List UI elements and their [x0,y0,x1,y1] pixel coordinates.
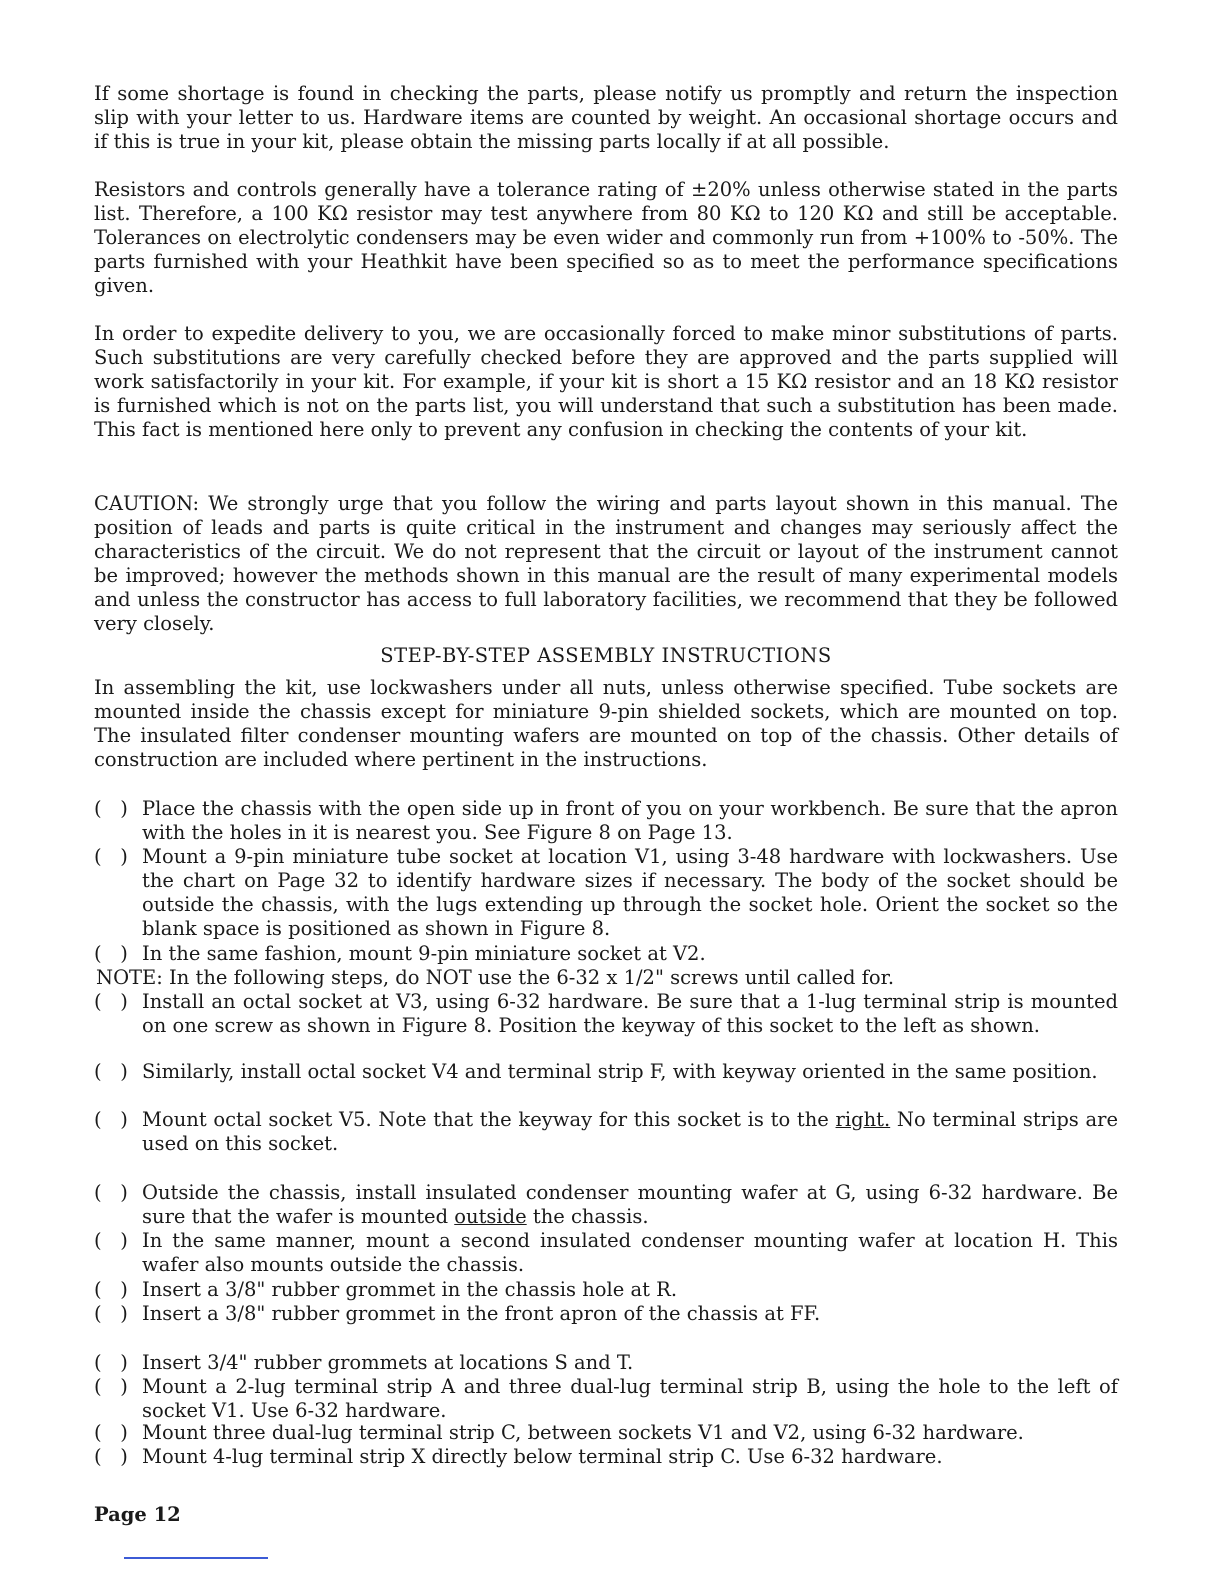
step-checkbox[interactable]: ( ) [94,942,128,965]
step-checkbox[interactable]: ( ) [94,1229,128,1252]
page-number: Page 12 [94,1503,181,1526]
step-text: Insert a 3/8" rubber grommet in the chassis hole at R. [142,1278,678,1301]
step-text: Insert a 3/8" rubber grommet in the front apron of the chassis at FF. [142,1302,821,1325]
step-checkbox[interactable]: ( ) [94,1375,128,1398]
step-text: Similarly, install octal socket V4 and terminal strip F, with keyway oriented in the same position. [142,1060,1098,1083]
step-text-part: the chassis. [526,1205,649,1228]
note-text: NOTE: In the following steps, do NOT use the 6-32 x 1/2" screws until called for. [96,966,895,989]
step-text: Mount a 9-pin miniature tube socket at location V1, using 3-48 hardware with lockwashers. Use the chart on Page 32 to identify hardware sizes if necessary. The body of the socket should be outside the chassis, with the lugs extending up through the socket hole. Orient the socket so the blank space is positioned as shown in Figure 8. [142,845,1118,940]
section-heading: STEP-BY-STEP ASSEMBLY INSTRUCTIONS [380,644,832,667]
step-text: Insert 3/4" rubber grommets at locations S and T. [142,1351,634,1374]
step-text-part: Be sure that the wafer is mounted [142,1181,1119,1228]
step-text-part: Mount octal socket V5. Note that the keyway for this socket is to the [142,1108,836,1131]
step-text: Place the chassis with the open side up in front of you on your workbench. Be sure that the apron with the holes in it is nearest you. See Figure 8 on Page 13. [142,797,1118,844]
step-checkbox[interactable]: ( ) [94,990,128,1013]
emphasis-right: right. [835,1108,891,1131]
step-checkbox[interactable]: ( ) [94,1181,128,1204]
step-text-part: Outside the chassis, install insulated condenser mounting wafer at G, using 6-32 hardware. [142,1181,1083,1204]
paragraph-intro: In assembling the kit, use lockwashers under all nuts, unless otherwise specified. Tube sockets are mounted inside the chassis except for miniature 9-pin shielded sockets, which are mounted on top. The insulated filter condenser mounting wafers are mounted on top of the chassis. Other details of construction are included where pertinent in the instructions. [94,676,1118,771]
step-checkbox[interactable]: ( ) [94,1278,128,1301]
step-checkbox[interactable]: ( ) [94,1108,128,1131]
paragraph-substitutions: In order to expedite delivery to you, we are occasionally forced to make minor substitutions of parts. Such substitutions are very carefully checked before they are approved and the parts supplied will work satisfactorily in your kit. For example, if your kit is short a 15 KΩ resistor and an 18 KΩ resistor is furnished which is not on the parts list, you will understand that such a substitution has been made. This fact is mentioned here only to prevent any confusion in checking the contents of your kit. [94,322,1118,441]
step-text [142,1108,1118,1156]
paragraph-tolerances: Resistors and controls generally have a tolerance rating of ±20% unless otherwise stated in the parts list. Therefore, a 100 KΩ resistor may test anywhere from 80 KΩ to 120 KΩ and still be acceptable. Tolerances on electrolytic condensers may be even wider and commonly run from +100% to -50%. The parts furnished with your Heathkit have been specified so as to meet the performance specifications given. [94,178,1118,297]
step-text: Mount 4-lug terminal strip X directly below terminal strip C. Use 6-32 hardware. [142,1445,943,1468]
step-text: Install an octal socket at V3, using 6-32 hardware. Be sure that a 1-lug terminal strip is mounted on one screw as shown in Figure 8. Position the keyway of this socket to the left as shown. [142,990,1118,1037]
paragraph-caution: CAUTION: We strongly urge that you follow the wiring and parts layout shown in this manual. The position of leads and parts is quite critical in the instrument and changes may seriously affect the characteristics of the circuit. We do not represent that the circuit or layout of the instrument cannot be improved; however the methods shown in this manual are the result of many experimental models and unless the constructor has access to full laboratory facilities, we recommend that they be followed very closely. [94,492,1118,635]
step-text-part: No terminal strips are used on this socket. [142,1108,1119,1155]
step-text: In the same fashion, mount 9-pin miniature socket at V2. [142,942,706,965]
step-text: Mount a 2-lug terminal strip A and three dual-lug terminal strip B, using the hole to the left of socket V1. Use 6-32 hardware. [142,1375,1118,1422]
step-checkbox[interactable]: ( ) [94,1302,128,1325]
step-text: Mount three dual-lug terminal strip C, between sockets V1 and V2, using 6-32 hardware. [142,1421,1024,1444]
step-checkbox[interactable]: ( ) [94,845,128,868]
step-checkbox[interactable]: ( ) [94,1445,128,1468]
step-text: In the same manner, mount a second insulated condenser mounting wafer at location H. This wafer also mounts outside the chassis. [142,1229,1118,1276]
step-text [142,1181,1118,1229]
paragraph-shortage: If some shortage is found in checking the parts, please notify us promptly and return the inspection slip with your letter to us. Hardware items are counted by weight. An occasional shortage occurs and if this is true in your kit, please obtain the missing parts locally if at all possible. [94,82,1118,153]
step-checkbox[interactable]: ( ) [94,1351,128,1374]
step-checkbox[interactable]: ( ) [94,797,128,820]
step-checkbox[interactable]: ( ) [94,1060,128,1083]
emphasis-outside: outside [454,1205,527,1228]
step-checkbox[interactable]: ( ) [94,1421,128,1444]
scan-artifact-line [124,1557,268,1559]
